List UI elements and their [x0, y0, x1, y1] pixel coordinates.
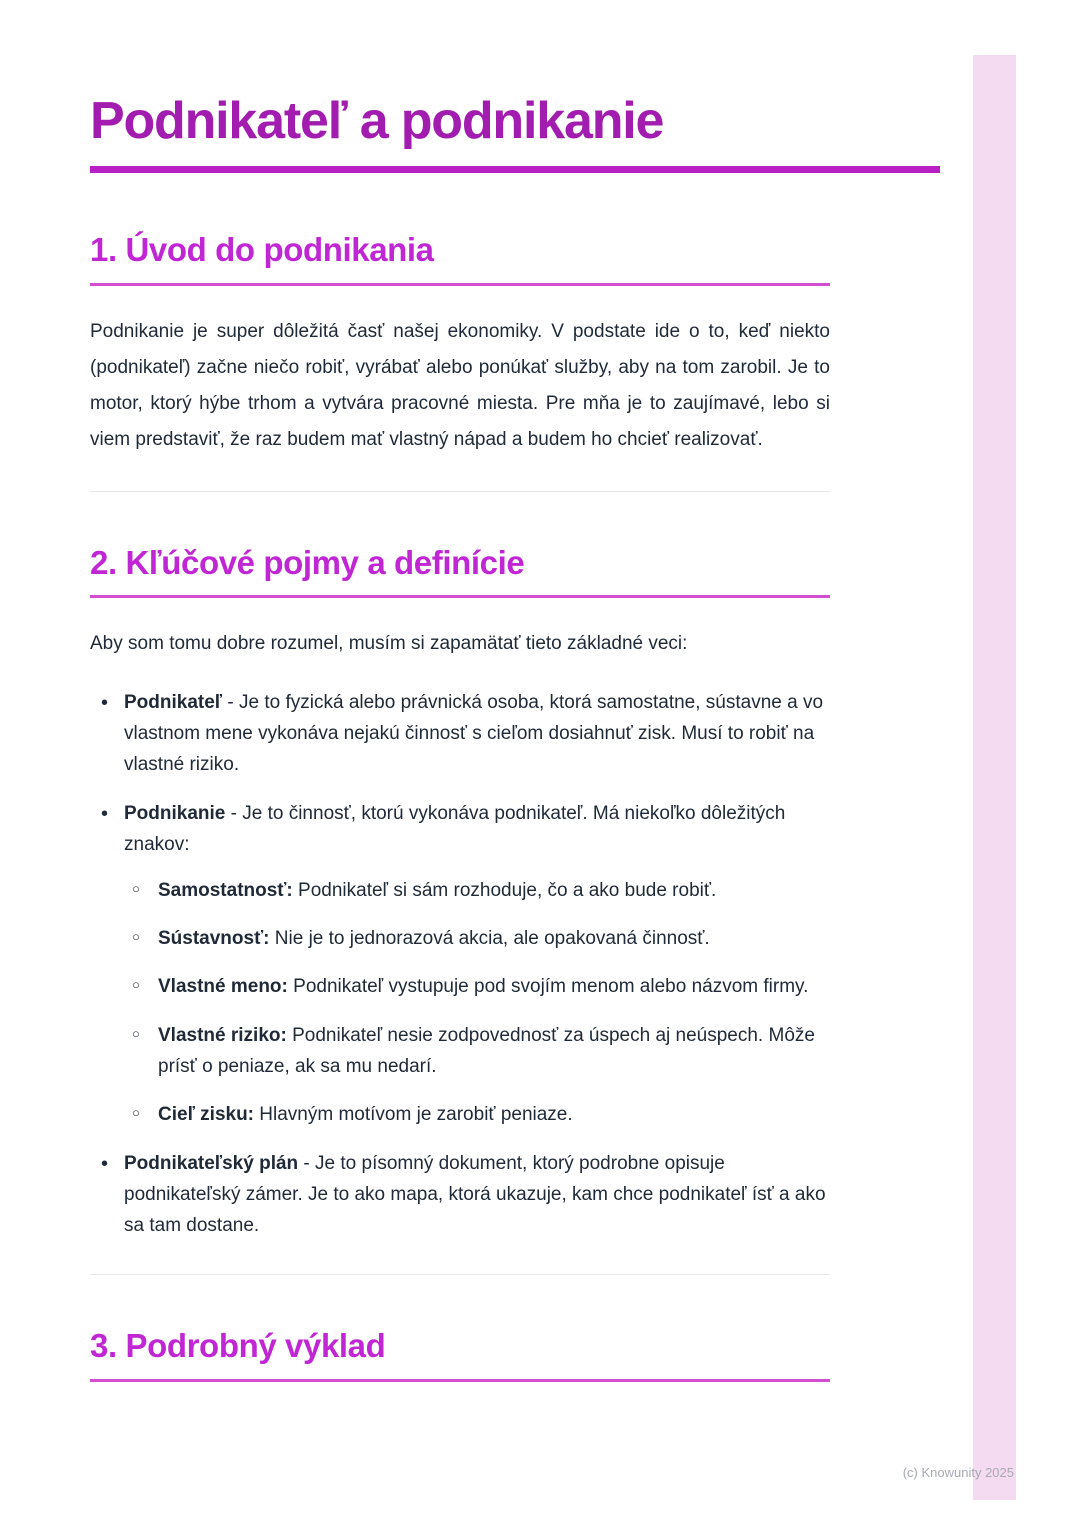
attributes-sublist: [124, 875, 830, 1131]
title-rule: [90, 166, 940, 173]
section-heading: 2. Kľúčové pojmy a definície: [90, 543, 525, 581]
term-label: Podnikateľský plán: [124, 1152, 299, 1174]
sublist-item-samostatnost: [124, 875, 830, 906]
intro-paragraph: Podnikanie je super dôležitá časť našej ekonomiky. V podstate ide o to, keď niekto (podnikateľ) začne niečo robiť, vyrábať alebo ponúkať služby, aby na tom zarobil. Je to motor, ktorý hýbe trhom a vytvára pracovné miesta. Pre mňa je to zaujímavé, lebo si viem predstaviť, že raz budem mať vlastný nápad a budem ho chcieť realizovať.: [90, 321, 830, 451]
term-definition: - Je to činnosť, ktorú vykonáva podnikateľ. Má niekoľko dôležitých znakov:: [124, 802, 786, 856]
heading-rule: [90, 283, 830, 286]
section-vyklad: [90, 1327, 830, 1382]
term-label: Samostatnosť:: [158, 879, 293, 901]
sublist-item-vlastne-riziko: [124, 1020, 830, 1083]
definitions-list: [90, 687, 830, 1242]
section-divider: [90, 491, 830, 492]
term-definition: Podnikateľ si sám rozhoduje, čo a ako bude robiť.: [292, 879, 717, 901]
term-definition: - Je to písomný dokument, ktorý podrobne opisuje podnikateľský zámer. Je to ako mapa, ktorá ukazuje, kam chce podnikateľ ísť a ako sa tam dostane.: [124, 1152, 826, 1237]
term-label: Vlastné meno:: [158, 976, 288, 998]
term-definition: Podnikateľ nesie zodpovednosť za úspech aj neúspech. Môže prísť o peniaze, ak sa mu nedarí.: [158, 1024, 815, 1077]
page-title: Podnikateľ a podnikanie: [90, 92, 664, 150]
copyright-footer: (c) Knowunity 2025: [902, 1465, 1014, 1480]
term-label: Vlastné riziko:: [158, 1024, 287, 1046]
term-label: Cieľ zisku:: [158, 1104, 255, 1126]
term-definition: Nie je to jednorazová akcia, ale opakovaná činnosť.: [269, 927, 710, 949]
section-pojmy: [90, 544, 830, 1242]
heading-rule: [90, 595, 830, 598]
sublist-item-vlastne-meno: [124, 971, 830, 1002]
sublist-item-sustavnost: [124, 923, 830, 954]
document-page: [90, 0, 940, 1382]
list-item-podnikatel: [90, 687, 830, 781]
list-item-podnikatelsky-plan: [90, 1148, 830, 1242]
term-label: Podnikanie: [124, 802, 226, 824]
section-uvod: [90, 231, 830, 458]
section-divider: [90, 1274, 830, 1275]
term-definition: - Je to fyzická alebo právnická osoba, ktorá samostatne, sústavne a vo vlastnom mene vykonáva nejakú činnosť s cieľom dosiahnuť zisk. Musí to robiť na vlastné riziko.: [124, 691, 824, 776]
heading-rule: [90, 1379, 830, 1382]
right-accent-bar: [973, 55, 1016, 1500]
term-label: Sústavnosť:: [158, 927, 270, 949]
list-intro: Aby som tomu dobre rozumel, musím si zapamätať tieto základné veci:: [90, 633, 688, 655]
section-heading: 1. Úvod do podnikania: [90, 231, 434, 269]
term-definition: Hlavným motívom je zarobiť peniaze.: [254, 1104, 573, 1126]
term-label: Podnikateľ: [124, 691, 223, 713]
section-heading: 3. Podrobný výklad: [90, 1326, 386, 1364]
list-item-podnikanie: [90, 798, 830, 1131]
sublist-item-ciel-zisku: [124, 1099, 830, 1130]
term-definition: Podnikateľ vystupuje pod svojím menom alebo názvom firmy.: [287, 976, 809, 998]
